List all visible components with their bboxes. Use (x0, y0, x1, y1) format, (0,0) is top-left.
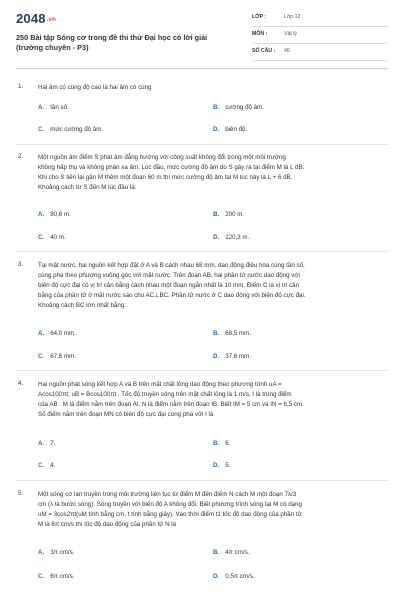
question-number: 4. (18, 380, 24, 387)
option-letter: C. (38, 234, 45, 241)
option-letter: D. (213, 234, 220, 241)
option-letter: A. (38, 330, 45, 337)
option-d[interactable] (213, 126, 247, 133)
option-letter: C. (38, 353, 45, 360)
option-letter: C. (38, 126, 45, 133)
option-text: 120,3 m. (225, 234, 250, 241)
option-text: 6. (225, 440, 231, 447)
option-text: 6π cm/s. (50, 573, 75, 580)
option-text: 80,6 m. (50, 211, 71, 218)
option-a[interactable] (38, 330, 76, 337)
option-b[interactable] (213, 440, 230, 447)
question-text-line: của AB . M là điểm nằm trên đoạn AI, N là điểm nằm trên đoạn IB. Biết IM = 5 cm và IN = 6,5 cm. (38, 401, 304, 408)
option-text: 5. (225, 462, 231, 469)
option-d[interactable] (213, 234, 249, 241)
meta-key: LỚP : (252, 14, 267, 20)
question-divider (16, 251, 388, 252)
option-text: 200 m. (225, 211, 245, 218)
question-text-line: Tại mặt nước, hai nguồn kết hợp đặt ở A và B cách nhau 68 mm, dao động điều hòa cùng tần số, (38, 262, 305, 269)
option-c[interactable] (38, 126, 103, 133)
question-number: 5. (18, 490, 24, 497)
question-divider (16, 370, 388, 371)
option-c[interactable] (38, 353, 76, 360)
option-letter: B. (213, 330, 220, 337)
question-text-line: Acos100πt; uB = Bcos100πt . Tốc độ truyền sóng trên mặt chất lỏng là 1 m/s, I là trung điểm (38, 391, 292, 398)
question-text-line: Hai nguồn phát sóng kết hợp A và B trên mặt chất lỏng dao động theo phương trình uA = (38, 381, 282, 388)
question-text-line: Khoảng cách từ S đến M lúc đầu là: (38, 184, 137, 191)
question-text-line: bằng của phần tử ở mặt nước sao cho AC⊥BC. Phần tử nước ở C dao động với biên độ cực đại. (38, 292, 306, 299)
question-text-line: Khi cho S tiến lại gần M thêm một đoạn 60 m thì mức cường độ âm tại M lúc này là L + 6 dB. (38, 174, 293, 181)
option-d[interactable] (213, 462, 230, 469)
option-text: 7. (50, 440, 56, 447)
question-text-line: biên độ cực đại có vị trí cân bằng cách nhau một đoạn ngắn nhất là 10 mm. Điểm C là vị trí cân (38, 282, 300, 289)
meta-value: Vật lý (284, 31, 297, 37)
question-text-line: Số điểm nằm trên đoạn MN có biên độ cực đại cùng pha với I là (38, 411, 214, 418)
option-letter: B. (213, 549, 220, 556)
question-number: 1. (18, 83, 24, 90)
option-a[interactable] (38, 440, 55, 447)
meta-row-subject (252, 27, 388, 44)
option-text: cường độ âm. (225, 104, 264, 111)
option-d[interactable] (213, 573, 255, 580)
page-title: 250 Bài tập Sóng cơ trong đề thi thử Đại học có lời giải (trường chuyên - P3) (16, 33, 208, 52)
option-c[interactable] (38, 462, 55, 469)
question-text-line: Một sóng cơ lan truyền trong môi trường liên tục từ điểm M đến điểm N cách M một đoạn 7λ/3 (38, 491, 297, 498)
header-divider (16, 68, 388, 69)
option-text: tần số. (50, 104, 69, 111)
question-divider (16, 480, 388, 481)
option-b[interactable] (213, 549, 249, 556)
option-b[interactable] (213, 330, 251, 337)
option-a[interactable] (38, 104, 69, 111)
option-text: 4. (50, 462, 56, 469)
option-c[interactable] (38, 573, 74, 580)
question-number: 2. (18, 153, 24, 160)
option-text: 0,5π cm/s. (225, 573, 255, 580)
option-letter: D. (213, 573, 220, 580)
option-b[interactable] (213, 211, 244, 218)
option-a[interactable] (38, 549, 74, 556)
question-text-line: không hấp thụ và không phản xạ âm. Lúc đầu, mức cường độ âm do S gây ra tại điểm M là L dB. (38, 164, 305, 171)
meta-value: Lớp 12 (284, 14, 301, 20)
option-text: 64,0 mm. (50, 330, 76, 337)
meta-key: SỐ CÂU : (252, 48, 276, 54)
meta-row-count (252, 44, 388, 61)
option-b[interactable] (213, 104, 264, 111)
option-letter: D. (213, 462, 220, 469)
logo-number: 2048 (16, 11, 46, 26)
question-text-line: cm (λ là bước sóng). Sóng truyền với biên độ A không đổi. Biết phương trình sóng tại M có dạng (38, 501, 302, 508)
question-text-line: uM = 3cos2πt(uM tính bằng cm, t tính bằng giây). Vào thời điểm t1 tốc độ dao động của phần tử (38, 511, 302, 518)
question-text-line: cùng pha theo phương vuông góc với mặt nước. Trên đoạn AB, hai phần tử nước dao động với (38, 272, 300, 279)
question-text-line: Một nguồn âm điểm S phát âm đẳng hướng với công suất không đổi trong một môi trường (38, 154, 286, 161)
option-text: 67,6 mm. (50, 353, 76, 360)
meta-table (252, 10, 388, 61)
option-text: 68,5 mm. (225, 330, 251, 337)
option-letter: C. (38, 573, 45, 580)
option-text: biên độ. (225, 126, 248, 133)
option-text: 3π cm/s. (50, 549, 75, 556)
site-logo[interactable] (16, 11, 56, 26)
question-text-line: Khoảng cách BC lớn nhất bằng: (38, 302, 126, 309)
option-text: 4π cm/s. (225, 549, 250, 556)
question-number: 3. (18, 261, 24, 268)
option-letter: A. (38, 104, 45, 111)
option-a[interactable] (38, 211, 71, 218)
option-d[interactable] (213, 353, 251, 360)
option-letter: B. (213, 211, 220, 218)
option-letter: A. (38, 211, 45, 218)
option-letter: C. (38, 462, 45, 469)
option-letter: D. (213, 126, 220, 133)
question-text: Hai âm có cùng độ cao là hai âm có cùng (38, 84, 152, 91)
logo-domain: .vn (46, 17, 57, 23)
option-text: mức cường độ âm. (50, 126, 104, 133)
option-c[interactable] (38, 234, 66, 241)
meta-key: MÔN : (252, 31, 268, 37)
option-letter: A. (38, 549, 45, 556)
option-letter: D. (213, 353, 220, 360)
option-letter: B. (213, 104, 220, 111)
question-text-line: M là 6π cm/s thì tốc độ dao động của phần tử N là (38, 521, 177, 528)
option-text: 37,6 mm. (225, 353, 251, 360)
meta-value: 40 (284, 48, 290, 54)
meta-row-class (252, 10, 388, 27)
option-text: 40 m. (50, 234, 66, 241)
question-divider (16, 144, 388, 145)
option-letter: A. (38, 440, 45, 447)
header (0, 0, 400, 68)
option-letter: B. (213, 440, 220, 447)
